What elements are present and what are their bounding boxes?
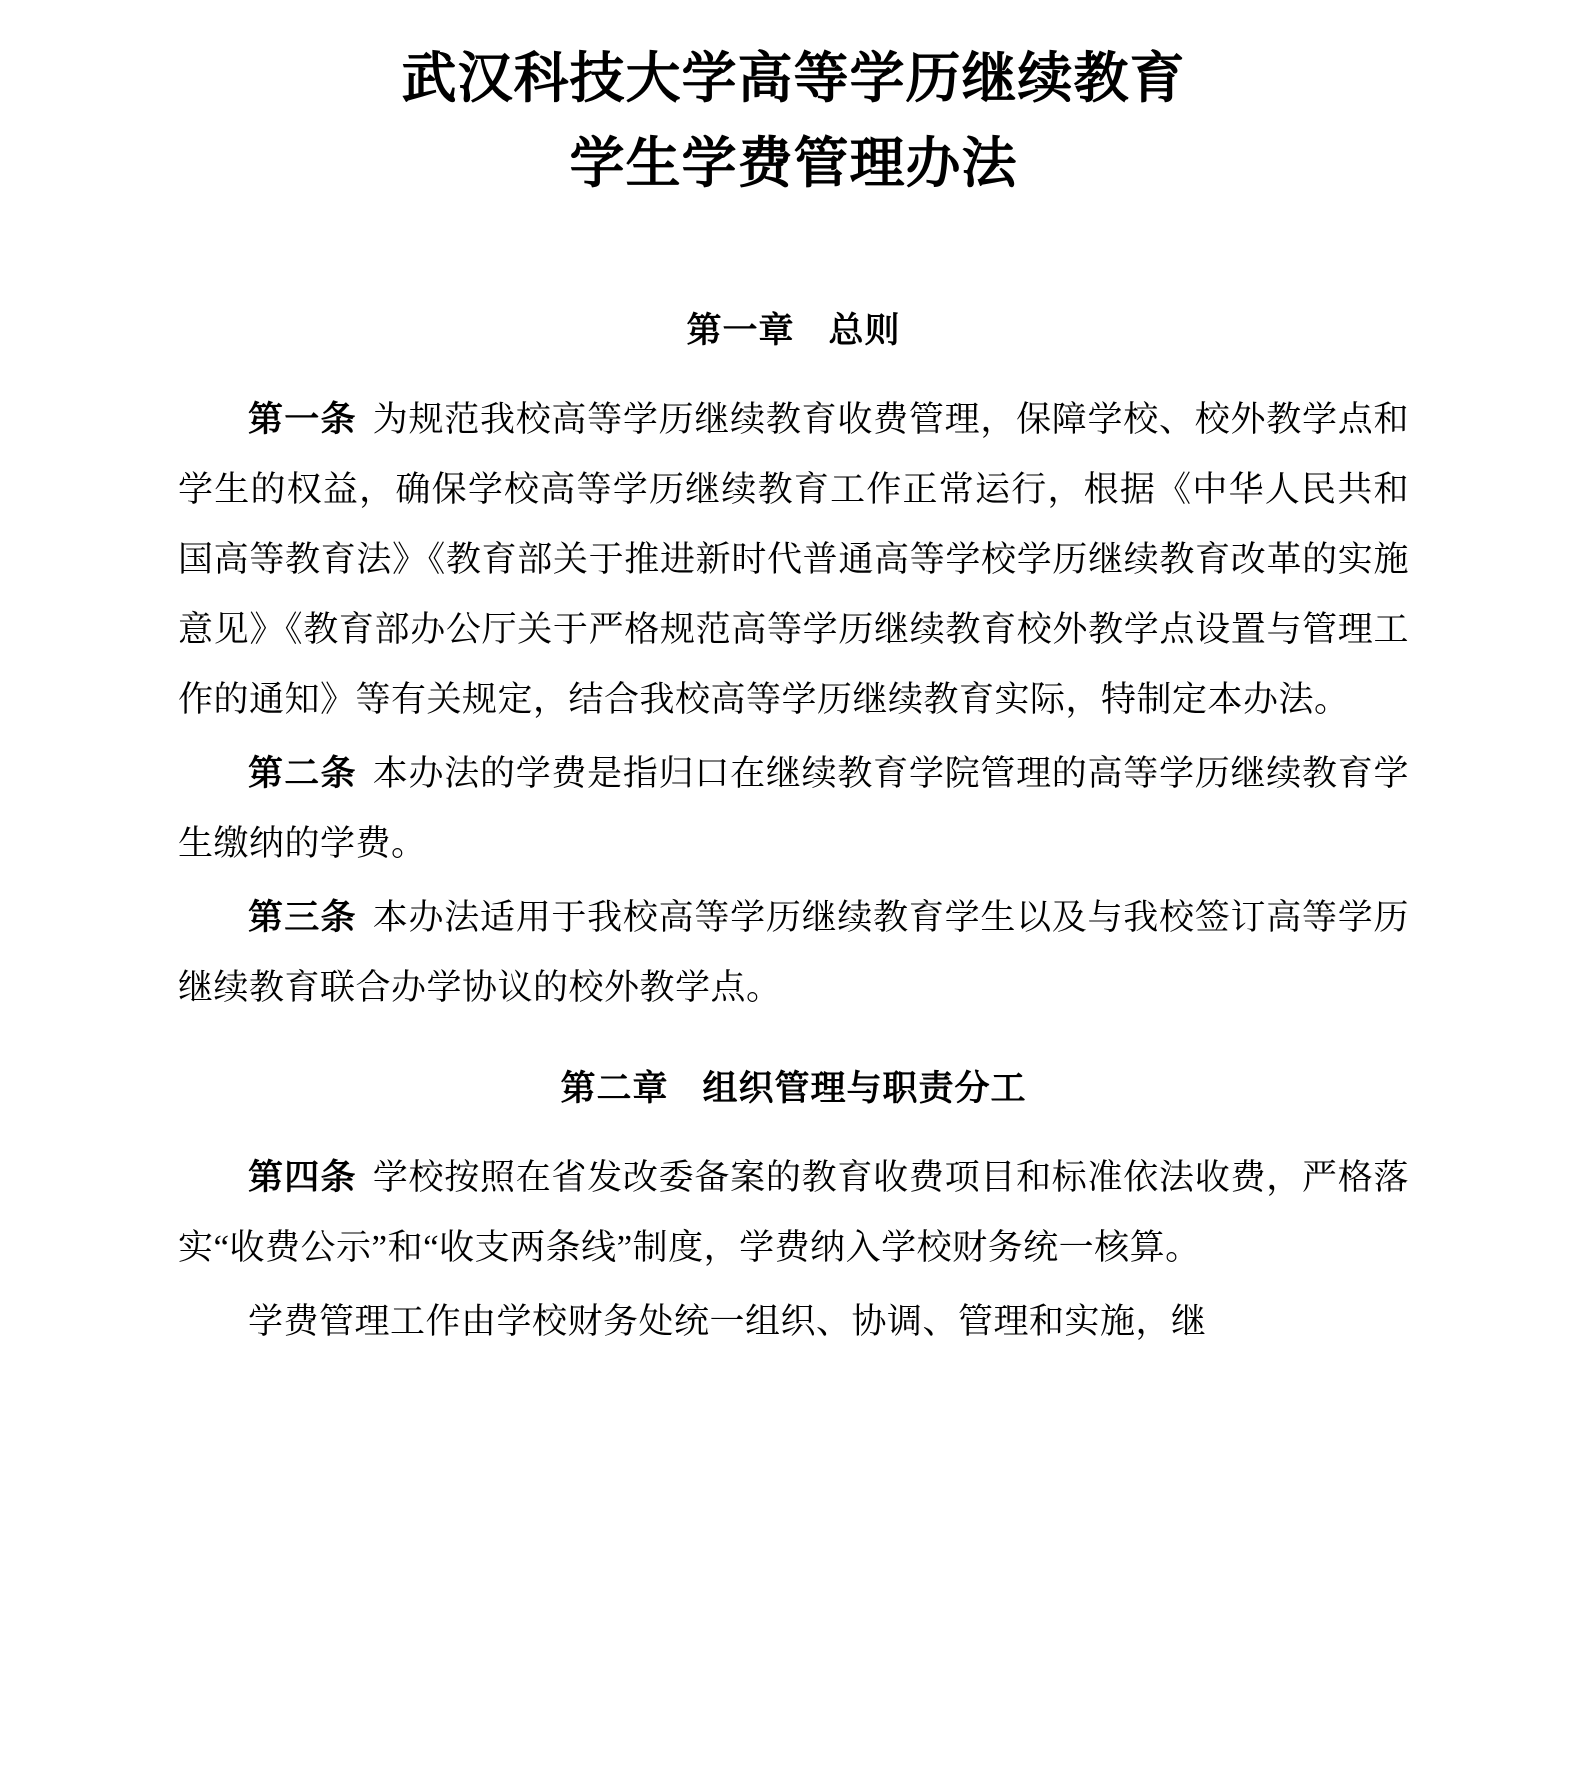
article-text: 学费管理工作由学校财务处统一组织、协调、管理和实施，继 [248, 1301, 1207, 1341]
article-paragraph-continued [178, 1287, 1409, 1357]
article-paragraph [178, 385, 1409, 735]
chapter-1-number: 第一章 [686, 310, 795, 350]
article-label: 第二条 [248, 753, 357, 793]
article-text: 本办法的学费是指归口在继续教育学院管理的高等学历继续教育学生缴纳的学费。 [178, 753, 1409, 863]
article-text: 本办法适用于我校高等学历继续教育学生以及与我校签订高等学历继续教育联合办学协议的校外教学点。 [178, 897, 1409, 1007]
chapter-spacer [178, 1027, 1409, 1061]
page-title [178, 36, 1409, 207]
page-title-line-2: 学生学费管理办法 [569, 132, 1018, 195]
article-text: 学校按照在省发改委备案的教育收费项目和标准依法收费，严格落实“收费公示”和“收支两条线”制度，学费纳入学校财务统一核算。 [178, 1157, 1409, 1267]
title-spacer [178, 207, 1409, 303]
chapter-2-number: 第二章 [560, 1068, 669, 1108]
article-paragraph [178, 1143, 1409, 1283]
article-text: 为规范我校高等学历继续教育收费管理，保障学校、校外教学点和学生的权益，确保学校高等学历继续教育工作正常运行，根据《中华人民共和国高等教育法》《教育部关于推进新时代普通高等学校学历继续教育改革的实施意见》《教育部办公厅关于严格规范高等学历继续教育校外教学点设置与管理工作的通知》等有关规定，结合我校高等学历继续教育实际，特制定本办法。 [178, 399, 1409, 719]
chapter-2-name: 组织管理与职责分工 [702, 1068, 1027, 1108]
chapter-heading-1 [178, 303, 1409, 359]
page-title-line-1: 武汉科技大学高等学历继续教育 [401, 47, 1186, 109]
chapter-1-name: 总则 [828, 310, 901, 350]
article-paragraph [178, 739, 1409, 879]
chapter-heading-2 [178, 1061, 1409, 1117]
article-label: 第一条 [248, 399, 357, 439]
article-label: 第三条 [248, 897, 357, 937]
article-paragraph [178, 883, 1409, 1023]
article-label: 第四条 [248, 1157, 357, 1197]
